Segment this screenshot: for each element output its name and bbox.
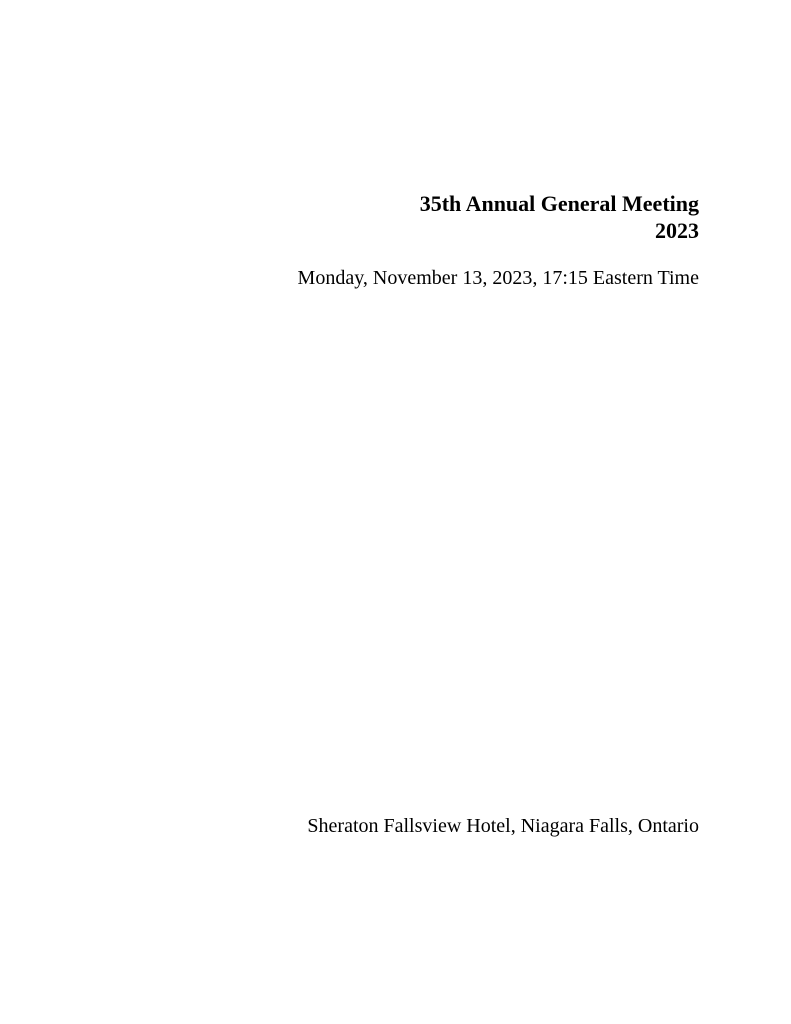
meeting-location: Sheraton Fallsview Hotel, Niagara Falls, Ontario (307, 815, 699, 837)
title-line-2-year: 2023 (655, 218, 699, 243)
title-line-1: 35th Annual General Meeting (419, 191, 699, 216)
meeting-title (420, 190, 699, 244)
meeting-datetime: Monday, November 13, 2023, 17:15 Eastern Time (297, 267, 699, 289)
